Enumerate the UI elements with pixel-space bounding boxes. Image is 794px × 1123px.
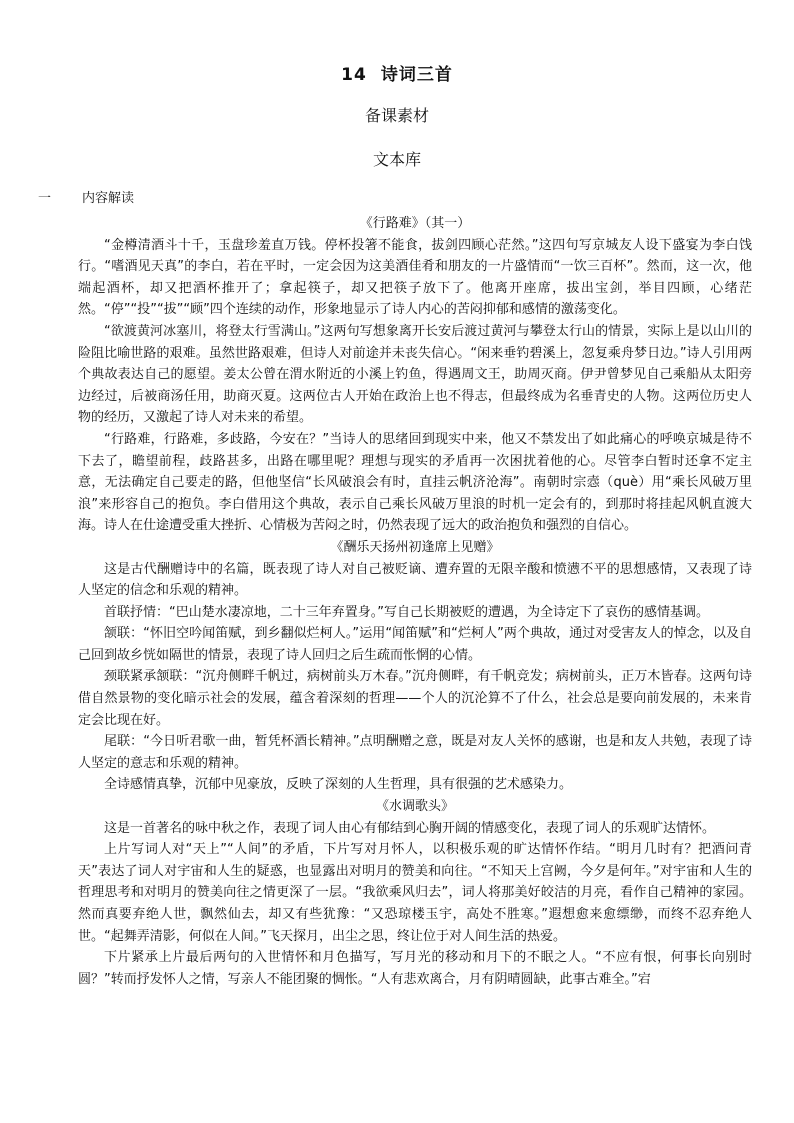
document-body [78, 213, 752, 990]
section-title: 内容解读 [82, 191, 135, 206]
paragraph: 下片紧承上片最后两句的入世情怀和月色描写，写月光的移动和月下的不眠之人。“不应有恨，何事长向别时圆？”转而抒发怀人之情，写亲人不能团聚的惆怅。“人有悲欢离合，月有阴晴圆缺，此事古难全。”宕 [78, 950, 752, 987]
poem-title: 《酬乐天扬州初逢席上见赠》 [330, 539, 500, 555]
paragraph: 这是一首著名的咏中秋之作，表现了词人由心有郁结到心胸开阔的情感变化，表现了词人的乐观旷达情怀。 [104, 820, 716, 836]
lesson-title-text: 诗词三首 [380, 65, 453, 85]
paragraph: 上片写词人对“天上”“人间”的矛盾，下片写对月怀人，以积极乐观的旷达情怀作结。“明月几时有？把酒问青天”表达了词人对宇宙和人生的疑惑，也显露出对明月的赞美和向往。“不知天上宫阙，今夕是何年。”对宇宙和人生的哲理思考和对明月的赞美向往之情更深了一层。“我欲乘风归去”，词人将那美好皎洁的月亮，看作自己精神的家园。然而真要弃绝人世，飘然仙去，却又有些犹豫：“又恐琼楼玉宇，高处不胜寒。”遐想愈来愈缥缈，而终不忍弃绝人世。“起舞弄清影，何似在人间。”飞天探月，出尘之思，终让位于对人间生活的热爱。 [78, 842, 752, 944]
paragraph: 颈联紧承颔联：“沉舟侧畔千帆过，病树前头万木春。”沉舟侧畔，有千帆竞发；病树前头，正万木皆春。这两句诗借自然景物的变化暗示社会的发展，蕴含着深刻的哲理——个人的沉沦算不了什么，社会总是要向前发展的，未来肯定会比现在好。 [78, 669, 752, 728]
paragraph: “行路难，行路难，多歧路，今安在？”当诗人的思绪回到现实中来，他又不禁发出了如此痛心的呼唤京城是待不下去了，瞻望前程，歧路甚多，出路在哪里呢？理想与现实的矛盾再一次困扰着他的心。尽管李白暂时还拿不定主意，无法确定自己要走的路，但他坚信“长风破浪会有时，直挂云帆济沧海”。南朝时宗悫（què）用“乘长风破万里浪”来形容自己的抱负。李白借用这个典故，表示自己乘长风破万里浪的时机一定会有的，到那时将挂起风帆直渡大海。诗人在仕途遭受重大挫折、心情极为苦闷之时，仍然表现了远大的政治抱负和强烈的自信心。 [78, 431, 752, 534]
subtitle: 备课素材 [364, 106, 429, 125]
poem-title: 《行路难》（其一） [359, 216, 471, 231]
section-heading [38, 187, 134, 206]
lesson-number: 14 [341, 65, 367, 85]
lesson-title [0, 60, 794, 85]
paragraph: 颔联：“怀旧空吟闻笛赋，到乡翻似烂柯人。”运用“闻笛赋”和“烂柯人”两个典故，通过对受害友人的悼念，以及自己回到故乡恍如隔世的情景，表现了诗人回归之后生疏而怅惘的心情。 [78, 626, 752, 663]
section-number: 一 [38, 191, 52, 206]
paragraph: 全诗感情真挚，沉郁中见豪放，反映了深刻的人生哲理，具有很强的艺术感染力。 [104, 777, 573, 793]
paragraph: 这是古代酬赠诗中的名篇，既表现了诗人对自己被贬谪、遭弃置的无限辛酸和愤懑不平的思想感情，又表现了诗人坚定的信念和乐观的精神。 [78, 561, 752, 599]
paragraph: “金樽清酒斗十千，玉盘珍羞直万钱。停杯投箸不能食，拔剑四顾心茫然。”这四句写京城友人设下盛宴为李白饯行。“嗜酒见天真”的李白，若在平时，一定会因为这美酒佳肴和朋友的一片盛情而“一饮三百杯”。然而，这一次，他端起酒杯，却又把酒杯推开了；拿起筷子，却又把筷子放下了。他离开座席，拔出宝剑，举目四顾，心绪茫然。“停”“投”“拔”“顾”四个连续的动作，形象地显示了诗人内心的苦闷抑郁和感情的激荡变化。 [78, 237, 752, 318]
paragraph: 首联抒情：“巴山楚水凄凉地，二十三年弃置身。”写自己长期被贬的遭遇，为全诗定下了哀伤的感情基调。 [104, 604, 709, 620]
paragraph: 尾联：“今日听君歌一曲，暂凭杯酒长精神。”点明酬赠之意，既是对友人关怀的感谢，也是和友人共勉，表现了诗人坚定的意志和乐观的精神。 [78, 734, 752, 771]
poem-title: 《水调歌头》 [375, 799, 454, 815]
paragraph: “欲渡黄河冰塞川，将登太行雪满山。”这两句写想象离开长安后渡过黄河与攀登太行山的情景，实际上是以山川的险阻比喻世路的艰难。虽然世路艰难，但诗人对前途并未丧失信心。“闲来垂钓碧溪上，忽复乘舟梦日边。”诗人引用两个典故表达自己的愿望。姜太公曾在渭水附近的小溪上钓鱼，得遇周文王，助周灭商。伊尹曾梦见自己乘船从太阳旁边经过，后被商汤任用，助商灭夏。这两位古人开始在政治上也不得志，但最终成为名垂青史的人物。这两位历史人物的经历，又激起了诗人对未来的希望。 [78, 323, 752, 426]
library-heading: 文本库 [372, 150, 421, 169]
